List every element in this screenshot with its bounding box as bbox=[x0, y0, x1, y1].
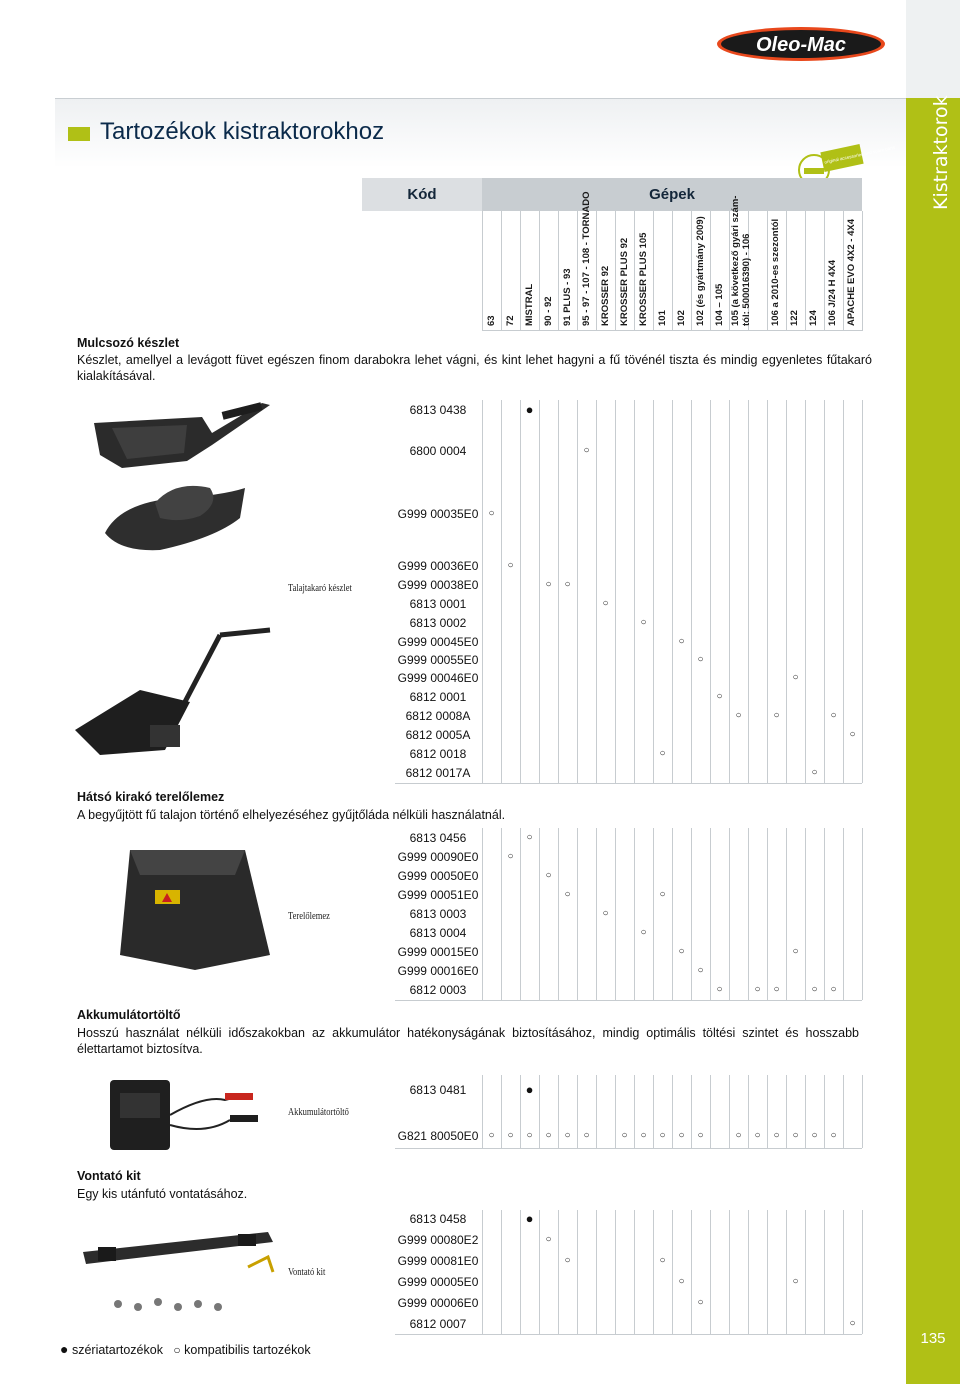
header-column-line bbox=[805, 211, 806, 331]
grid-column-line bbox=[786, 1210, 787, 1334]
machine-column-label: KROSSER PLUS 105 bbox=[638, 232, 649, 326]
compatible-circle-mark: ○ bbox=[640, 617, 647, 628]
compatible-circle-mark: ○ bbox=[640, 1130, 647, 1141]
grid-column-line bbox=[862, 400, 863, 783]
accessory-code: G999 00080E2 bbox=[397, 1233, 479, 1247]
accessory-code: 6813 0003 bbox=[409, 907, 467, 921]
compatible-circle-mark: ○ bbox=[678, 1130, 685, 1141]
compatible-circle-mark: ○ bbox=[564, 889, 571, 900]
accessory-code: 6813 0481 bbox=[409, 1083, 467, 1097]
charger-section-desc: Hosszú használat nélküli időszakokban az akkumulátor hatékonyságának biztosításához, mindig optimális töltési szintet és hosszabb élettartamot biztosítva. bbox=[77, 1026, 859, 1056]
accessory-code: 6812 0008A bbox=[405, 709, 471, 723]
compatible-circle-mark: ○ bbox=[564, 1255, 571, 1266]
legend-compatible-label: kompatibilis tartozékok bbox=[184, 1343, 311, 1357]
header-column-line bbox=[843, 211, 844, 331]
accessory-code: 6813 0004 bbox=[409, 926, 467, 940]
grid-column-line bbox=[672, 400, 673, 783]
machine-column-label: 95 - 97 - 107 - 108 - TORNADO bbox=[581, 191, 592, 326]
compatible-circle-mark: ○ bbox=[811, 984, 818, 995]
grid-column-line bbox=[710, 1075, 711, 1148]
header-column-line bbox=[634, 211, 635, 331]
legend bbox=[60, 1341, 311, 1357]
grid-column-line bbox=[558, 1210, 559, 1334]
mulching-plug-image bbox=[92, 393, 272, 473]
tow-section-title: Vontató kit bbox=[77, 1169, 141, 1183]
standard-dot-mark: ● bbox=[525, 402, 534, 417]
machine-column-label: tól: 500016390) - 106 bbox=[741, 233, 752, 326]
compatible-circle-mark: ○ bbox=[526, 832, 533, 843]
compatible-circle-mark: ○ bbox=[678, 946, 685, 957]
accessory-code: G999 00051E0 bbox=[397, 888, 479, 902]
grid-column-line bbox=[634, 828, 635, 1000]
grid-column-line bbox=[501, 1210, 502, 1334]
grid-column-line bbox=[862, 1210, 863, 1334]
compatible-circle-mark: ○ bbox=[716, 691, 723, 702]
machines-header-label: Gépek bbox=[649, 186, 695, 203]
grid-column-line bbox=[501, 400, 502, 783]
header-column-line bbox=[691, 211, 692, 331]
grid-column-line bbox=[843, 828, 844, 1000]
header-column-line bbox=[767, 211, 768, 331]
machine-column-label: 91 PLUS - 93 bbox=[562, 268, 573, 326]
grid-column-line bbox=[824, 1210, 825, 1334]
machine-column-label: KROSSER 92 bbox=[600, 265, 611, 326]
compatible-circle-mark: ○ bbox=[488, 508, 495, 519]
header-column-line bbox=[482, 211, 483, 331]
compatible-circle-mark: ○ bbox=[773, 1130, 780, 1141]
grid-column-line bbox=[710, 400, 711, 783]
header-column-line bbox=[539, 211, 540, 331]
grid-column-line bbox=[577, 1210, 578, 1334]
compatible-circle-mark: ○ bbox=[564, 579, 571, 590]
grid-column-line bbox=[691, 400, 692, 783]
side-section-label: Kistraktorok bbox=[930, 95, 952, 210]
mulch-section-desc: Készlet, amellyel a levágott füvet egészen finom darabokra lehet vágni, és kint lehet hagyni a fű tövénél tiszta és mindig egyenletes fűtakaró kialakításával. bbox=[77, 353, 872, 383]
machine-column-label: 90 - 92 bbox=[543, 296, 554, 326]
compatible-circle-mark: ○ bbox=[640, 927, 647, 938]
grid-row-line bbox=[395, 1000, 862, 1001]
grid-column-line bbox=[520, 1210, 521, 1334]
compatible-circle-mark: ○ bbox=[849, 729, 856, 740]
grid-column-line bbox=[862, 828, 863, 1000]
compatible-circle-mark: ○ bbox=[792, 1276, 799, 1287]
accessory-code: 6813 0002 bbox=[409, 616, 467, 630]
accessory-code: 6812 0007 bbox=[409, 1317, 467, 1331]
machine-column-label: 102 bbox=[676, 310, 687, 326]
compatible-circle-mark: ○ bbox=[773, 984, 780, 995]
machine-column-label: 72 bbox=[505, 315, 516, 326]
grid-column-line bbox=[482, 828, 483, 1000]
oleo-mac-logo bbox=[716, 26, 886, 62]
grid-column-line bbox=[843, 400, 844, 783]
mulch-group-label: Talajtakaró készlet bbox=[288, 583, 352, 594]
grid-column-line bbox=[729, 1210, 730, 1334]
mulch-section-title: Mulcsozó készlet bbox=[77, 336, 180, 350]
machine-column-label: APACHE EVO 4X2 - 4X4 bbox=[846, 218, 857, 326]
rear-deflector-image bbox=[115, 845, 275, 975]
grid-column-line bbox=[748, 1210, 749, 1334]
grid-column-line bbox=[539, 1210, 540, 1334]
header-column-line bbox=[615, 211, 616, 331]
grid-column-line bbox=[596, 400, 597, 783]
compatible-circle-mark: ○ bbox=[754, 984, 761, 995]
header-column-line bbox=[596, 211, 597, 331]
header-column-line bbox=[672, 211, 673, 331]
grid-column-line bbox=[653, 828, 654, 1000]
grid-column-line bbox=[482, 1210, 483, 1334]
compatible-circle-mark: ○ bbox=[716, 984, 723, 995]
compatible-circle-mark: ○ bbox=[849, 1318, 856, 1329]
compatible-circle-mark: ○ bbox=[830, 710, 837, 721]
compatible-circle-mark: ○ bbox=[830, 1130, 837, 1141]
grid-column-line bbox=[596, 1075, 597, 1148]
tow-group-label: Vontató kit bbox=[288, 1267, 326, 1278]
compatible-circle-mark: ○ bbox=[792, 946, 799, 957]
accessory-code: G999 00006E0 bbox=[397, 1296, 479, 1310]
battery-charger-image bbox=[105, 1075, 275, 1155]
accessory-code: G999 00090E0 bbox=[397, 850, 479, 864]
compatible-circle-mark: ○ bbox=[830, 984, 837, 995]
grid-column-line bbox=[577, 400, 578, 783]
right-bar-top bbox=[906, 0, 960, 98]
machine-column-label: 106 J/24 H 4X4 bbox=[827, 259, 838, 326]
accessory-code: 6812 0005A bbox=[405, 728, 471, 742]
compatible-circle-mark: ○ bbox=[811, 1130, 818, 1141]
grid-row-line bbox=[395, 783, 862, 784]
header-column-line bbox=[786, 211, 787, 331]
header-column-line bbox=[653, 211, 654, 331]
compatible-circle-mark: ○ bbox=[678, 636, 685, 647]
grid-column-line bbox=[615, 400, 616, 783]
series-dot-icon: ● bbox=[60, 1341, 69, 1357]
machine-column-label: 101 bbox=[657, 310, 668, 326]
grid-column-line bbox=[729, 400, 730, 783]
grid-column-line bbox=[672, 828, 673, 1000]
compatible-circle-mark: ○ bbox=[564, 1130, 571, 1141]
machine-column-label: MISTRAL bbox=[524, 283, 535, 326]
compatible-circle-mark: ○ bbox=[659, 1255, 666, 1266]
compatible-circle-mark: ○ bbox=[773, 710, 780, 721]
code-column-header bbox=[362, 178, 482, 211]
deflector-section-title: Hátsó kirakó terelőlemez bbox=[77, 790, 225, 804]
badge-text: original accessories and spare parts bbox=[823, 144, 896, 165]
machine-column-label: 105 (a következő gyári szám- bbox=[730, 195, 741, 326]
machine-column-label: 63 bbox=[486, 315, 497, 326]
machine-column-label: 102 (és gyártmány 2009) bbox=[695, 216, 706, 326]
accessory-code: G999 00016E0 bbox=[397, 964, 479, 978]
grid-column-line bbox=[634, 400, 635, 783]
standard-dot-mark: ● bbox=[525, 1211, 534, 1226]
accessory-code: G999 00055E0 bbox=[397, 653, 479, 667]
grid-column-line bbox=[672, 1210, 673, 1334]
compatible-circle-mark: ○ bbox=[754, 1130, 761, 1141]
header-column-line bbox=[824, 211, 825, 331]
compatible-circle-mark: ○ bbox=[621, 1130, 628, 1141]
accessory-code: 6812 0001 bbox=[409, 690, 467, 704]
header-divider bbox=[55, 98, 906, 99]
accessory-code: G999 00035E0 bbox=[397, 507, 479, 521]
grid-column-line bbox=[653, 1210, 654, 1334]
accessory-code: 6813 0458 bbox=[409, 1212, 467, 1226]
compatible-circle-mark: ○ bbox=[735, 1130, 742, 1141]
compatible-circle-mark: ○ bbox=[507, 560, 514, 571]
charger-group-label: Akkumulátortöltő bbox=[288, 1107, 349, 1118]
compatible-circle-mark: ○ bbox=[602, 908, 609, 919]
grid-column-line bbox=[805, 828, 806, 1000]
accessory-code: G821 80050E0 bbox=[397, 1129, 479, 1143]
compatible-circle-mark: ○ bbox=[697, 1297, 704, 1308]
grid-column-line bbox=[634, 1210, 635, 1334]
accessory-code: G999 00015E0 bbox=[397, 945, 479, 959]
compatible-circle-mark: ○ bbox=[488, 1130, 495, 1141]
accessory-code: G999 00050E0 bbox=[397, 869, 479, 883]
grid-column-line bbox=[691, 1210, 692, 1334]
accessory-code: 6812 0003 bbox=[409, 983, 467, 997]
compatible-circle-mark: ○ bbox=[545, 870, 552, 881]
charger-section-title: Akkumulátortöltő bbox=[77, 1008, 181, 1022]
grid-column-line bbox=[748, 828, 749, 1000]
compatible-circle-mark: ○ bbox=[602, 598, 609, 609]
grid-column-line bbox=[805, 1210, 806, 1334]
grid-column-line bbox=[767, 1210, 768, 1334]
machine-column-label: 124 bbox=[808, 310, 819, 326]
grid-column-line bbox=[710, 1210, 711, 1334]
grid-column-line bbox=[539, 828, 540, 1000]
compatible-circle-mark: ○ bbox=[659, 1130, 666, 1141]
compatible-circle-mark: ○ bbox=[697, 1130, 704, 1141]
accessory-code: G999 00081E0 bbox=[397, 1254, 479, 1268]
compatible-circle-mark: ○ bbox=[583, 1130, 590, 1141]
grid-column-line bbox=[786, 828, 787, 1000]
compatible-circle-mark: ○ bbox=[526, 1130, 533, 1141]
grid-row-line bbox=[395, 1334, 862, 1335]
compatible-circle-mark: ○ bbox=[545, 1234, 552, 1245]
header-column-line bbox=[501, 211, 502, 331]
grid-column-line bbox=[615, 828, 616, 1000]
mulching-lever-kit-image bbox=[70, 610, 280, 760]
grid-column-line bbox=[862, 1075, 863, 1148]
compatible-circle-mark: ○ bbox=[583, 445, 590, 456]
machine-column-label: 104 – 105 bbox=[714, 283, 725, 326]
accessory-code: 6813 0438 bbox=[409, 403, 467, 417]
machine-column-label: 122 bbox=[789, 310, 800, 326]
grid-column-line bbox=[843, 1075, 844, 1148]
header-column-line bbox=[520, 211, 521, 331]
grid-column-line bbox=[824, 828, 825, 1000]
grid-column-line bbox=[824, 400, 825, 783]
grid-column-line bbox=[577, 828, 578, 1000]
compatible-circle-icon: ○ bbox=[173, 1343, 181, 1357]
deflector-section-desc: A begyűjtött fű talajon történő elhelyezéséhez gyűjtőláda nélküli használatnál. bbox=[77, 808, 506, 822]
grid-column-line bbox=[786, 400, 787, 783]
grid-column-line bbox=[729, 828, 730, 1000]
compatible-circle-mark: ○ bbox=[792, 1130, 799, 1141]
accessory-code: G999 00046E0 bbox=[397, 671, 479, 685]
compatible-circle-mark: ○ bbox=[545, 1130, 552, 1141]
grid-column-line bbox=[653, 400, 654, 783]
title-bullet bbox=[68, 127, 90, 141]
tow-kit-image bbox=[78, 1212, 278, 1322]
grid-column-line bbox=[843, 1210, 844, 1334]
mulching-cover-image bbox=[100, 478, 250, 558]
accessory-code: 6813 0456 bbox=[409, 831, 467, 845]
grid-column-line bbox=[520, 400, 521, 783]
compatible-circle-mark: ○ bbox=[792, 672, 799, 683]
grid-column-line bbox=[558, 400, 559, 783]
grid-column-line bbox=[805, 400, 806, 783]
accessory-code: 6812 0018 bbox=[409, 747, 467, 761]
header-column-line bbox=[577, 211, 578, 331]
header-column-line bbox=[558, 211, 559, 331]
compatible-circle-mark: ○ bbox=[697, 965, 704, 976]
grid-column-line bbox=[520, 828, 521, 1000]
accessory-code: G999 00036E0 bbox=[397, 559, 479, 573]
legend-series-label: szériatartozékok bbox=[71, 1343, 163, 1357]
compatible-circle-mark: ○ bbox=[659, 889, 666, 900]
grid-row-line bbox=[482, 330, 862, 331]
standard-dot-mark: ● bbox=[525, 1082, 534, 1097]
header-column-line bbox=[862, 211, 863, 331]
machines-column-header bbox=[482, 178, 862, 211]
machine-column-label: KROSSER PLUS 92 bbox=[619, 237, 630, 326]
header-column-line bbox=[710, 211, 711, 331]
grid-column-line bbox=[615, 1210, 616, 1334]
grid-column-line bbox=[558, 828, 559, 1000]
grid-column-line bbox=[539, 400, 540, 783]
compatible-circle-mark: ○ bbox=[678, 1276, 685, 1287]
machine-column-label: 106 a 2010-es szezontól bbox=[770, 218, 781, 326]
grid-column-line bbox=[482, 400, 483, 783]
accessory-code: 6800 0004 bbox=[409, 444, 467, 458]
compatible-circle-mark: ○ bbox=[507, 1130, 514, 1141]
deflector-group-label: Terelőlemez bbox=[288, 911, 330, 922]
accessory-code: G999 00045E0 bbox=[397, 635, 479, 649]
grid-column-line bbox=[767, 828, 768, 1000]
logo-text: Oleo-Mac bbox=[755, 34, 847, 56]
tow-section-desc: Egy kis utánfutó vontatásához. bbox=[77, 1187, 248, 1201]
grid-column-line bbox=[748, 400, 749, 783]
compatible-circle-mark: ○ bbox=[735, 710, 742, 721]
grid-row-line bbox=[395, 1148, 862, 1149]
compatible-circle-mark: ○ bbox=[659, 748, 666, 759]
accessory-code: G999 00038E0 bbox=[397, 578, 479, 592]
accessory-code: G999 00005E0 bbox=[397, 1275, 479, 1289]
page-number: 135 bbox=[920, 1330, 946, 1347]
code-header-label: Kód bbox=[407, 186, 437, 203]
accessory-code: 6813 0001 bbox=[409, 597, 467, 611]
grid-column-line bbox=[767, 400, 768, 783]
accessory-code: 6812 0017A bbox=[405, 766, 471, 780]
compatible-circle-mark: ○ bbox=[507, 851, 514, 862]
compatible-circle-mark: ○ bbox=[697, 654, 704, 665]
grid-column-line bbox=[596, 1210, 597, 1334]
compatible-circle-mark: ○ bbox=[545, 579, 552, 590]
grid-column-line bbox=[710, 828, 711, 1000]
compatible-circle-mark: ○ bbox=[811, 767, 818, 778]
page-title: Tartozékok kistraktorokhoz bbox=[100, 118, 385, 145]
